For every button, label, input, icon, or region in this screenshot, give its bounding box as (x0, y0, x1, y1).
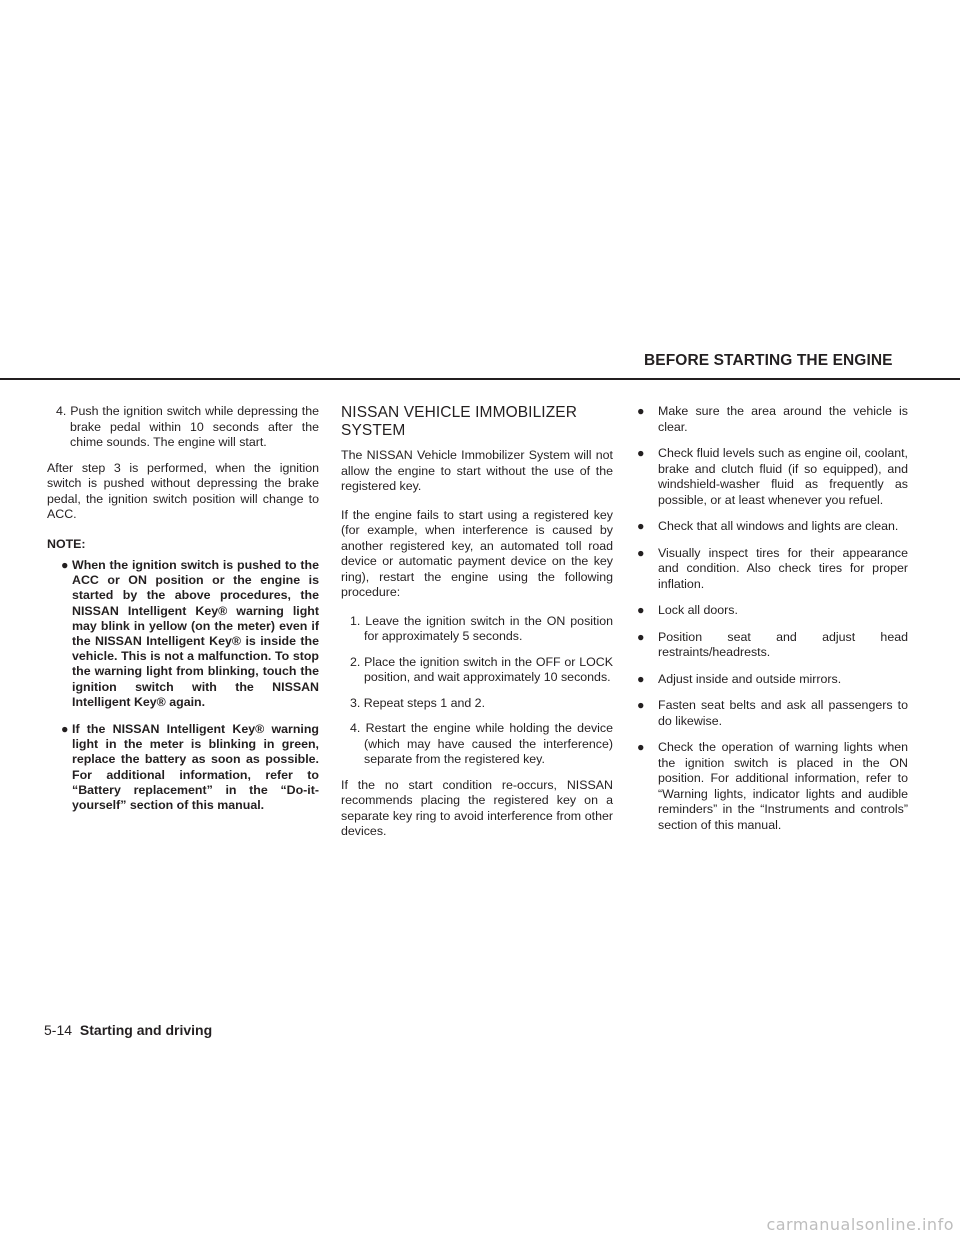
checklist-text: Visually inspect tires for their appearance and condition. Also check tires for proper inflation. (658, 545, 908, 591)
procedure-step: 1. Leave the ignition switch in the ON position for approximately 5 seconds. (350, 613, 613, 643)
bullet-icon: ● (637, 740, 645, 754)
bullet-icon: ● (637, 698, 645, 712)
checklist-text: Check fluid levels such as engine oil, coolant, brake and clutch fluid (if so equipped), and windshield-washer fluid as frequently as possible, or at least whenever you refuel. (658, 446, 908, 507)
page-number: 5-14 (44, 1022, 73, 1038)
bullet-icon: ● (637, 446, 645, 460)
note-label: NOTE: (47, 536, 86, 551)
checklist-text: Check that all windows and lights are clean. (658, 519, 899, 533)
bullet-icon: ● (637, 519, 645, 533)
note-item (47, 722, 319, 813)
checklist-item (636, 404, 908, 435)
after-step-3-paragraph: After step 3 is performed, when the ignition switch is pushed without depressing the brake pedal, the ignition switch position will change to ACC. (47, 460, 319, 521)
bullet-icon: ● (637, 404, 645, 418)
checklist-item (636, 740, 908, 833)
checklist-text: Check the operation of warning lights when the ignition switch is placed in the ON position. For additional information, refer to “Warning lights, indicator lights and audible reminders” in the “Instruments and controls” section of this manual. (658, 740, 908, 832)
checklist-item (636, 698, 908, 729)
checklist-text: Make sure the area around the vehicle is clear. (658, 404, 908, 434)
header-rule (0, 378, 960, 380)
checklist-item (636, 546, 908, 593)
section-title: BEFORE STARTING THE ENGINE (644, 352, 893, 369)
step-4-text: 4. Push the ignition switch while depressing the brake pedal within 10 seconds after the chime sounds. The engine will start. (56, 404, 319, 449)
bullet-icon: ● (637, 603, 645, 617)
checklist-item (636, 603, 908, 619)
bullet-icon: ● (637, 671, 645, 686)
bullet-icon: ● (637, 629, 645, 644)
immobilizer-paragraph-3: If the no start condition re-occurs, NISSAN recommends placing the registered key on a separate key ring to avoid interference from other devices. (341, 777, 613, 838)
column-1 (47, 404, 319, 825)
note-text: When the ignition switch is pushed to the ACC or ON position or the engine is started by the above procedures, the NISSAN Intelligent Key® warning light may blink in yellow (on the meter) even if the NISSAN Intelligent Key® is inside the vehicle. This is not a malfunction. To stop the warning light from blinking, touch the ignition switch with the NISSAN Intelligent Key® again. (72, 558, 319, 709)
procedure-step: 2. Place the ignition switch in the OFF or LOCK position, and wait approximately 10 seconds. (350, 654, 613, 684)
note-list (47, 558, 319, 813)
checklist-text: Fasten seat belts and ask all passengers to do likewise. (658, 698, 908, 728)
bullet-icon: ● (61, 722, 69, 737)
note-item (47, 558, 319, 710)
immobilizer-heading: NISSAN VEHICLE IMMOBILIZER SYSTEM (341, 404, 578, 439)
checklist-text: Adjust inside and outside mirrors. (658, 671, 842, 686)
immobilizer-paragraph-2: If the engine fails to start using a registered key (for example, when interference is caused by another registered key, an automated toll road device or automatic payment device on the key ring), restart the engine using the following procedure: (341, 507, 613, 599)
checklist-text: Lock all doors. (658, 603, 738, 617)
column-3 (636, 404, 908, 844)
procedure-step: 3. Repeat steps 1 and 2. (350, 695, 486, 710)
chapter-title: Starting and driving (79, 1022, 213, 1038)
checklist-item (636, 519, 908, 535)
procedure-step: 4. Restart the engine while holding the device (which may have caused the interference) separate from the registered key. (350, 721, 613, 766)
checklist-item (636, 630, 908, 661)
watermark-text: carmanualsonline.info (766, 1215, 954, 1234)
column-2 (341, 404, 613, 853)
checklist-text: Position seat and adjust head restraints/headrests. (658, 629, 908, 659)
checklist-item (636, 672, 908, 688)
note-text: If the NISSAN Intelligent Key® warning light in the meter is blinking in green, replace the battery as soon as possible. For additional information, refer to “Battery replacement” in the “Do-it-yourself” section of this manual. (72, 722, 319, 813)
immobilizer-paragraph-1: The NISSAN Vehicle Immobilizer System will not allow the engine to start without the use of the registered key. (341, 448, 613, 493)
page-footer (44, 1022, 212, 1038)
bullet-icon: ● (637, 545, 645, 560)
bullet-icon: ● (61, 558, 69, 572)
checklist-item (636, 446, 908, 508)
